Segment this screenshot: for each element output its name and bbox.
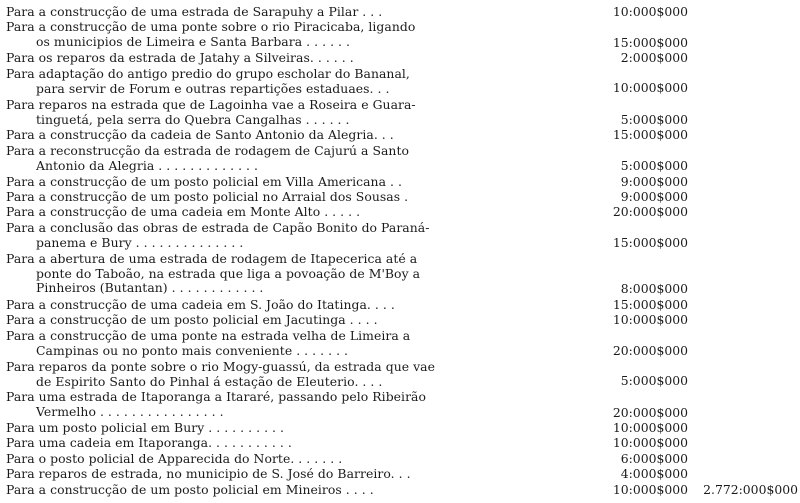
item-amount: 10:000$000	[612, 482, 688, 497]
item-description	[6, 360, 476, 389]
item-description	[6, 175, 476, 190]
item-description	[6, 67, 476, 96]
item-amount: 15:000$000	[612, 35, 688, 50]
item-description	[6, 390, 476, 419]
item-line: Para reparos da ponte sobre o rio Mogy-guassú, da estrada que vae	[6, 360, 435, 374]
item-line: Para a construcção de uma ponte na estrada velha de Limeira a	[6, 329, 411, 343]
item-amount: 10:000$000	[612, 80, 688, 95]
item-description	[6, 190, 476, 205]
item-description	[6, 298, 476, 313]
item-amount: 20:000$000	[612, 405, 688, 420]
item-line: de Espirito Santo do Pinhal á estação de Eleuterio. . . .	[36, 374, 383, 389]
item-line: Para a construcção da cadeia de Santo Antonio da Alegria. . .	[6, 128, 394, 142]
item-line: Para a reconstrucção da estrada de rodagem de Cajurú a Santo	[6, 144, 409, 158]
item-line: Para a construcção de um posto policial em Villa Americana . .	[6, 175, 402, 189]
item-amount: 15:000$000	[612, 297, 688, 312]
item-line: Para a construcção de uma estrada de Sarapuhy a Pilar . . .	[6, 5, 383, 19]
item-line: Para a construcção de uma cadeia em Monte Alto . . . . .	[6, 205, 361, 219]
item-line: Para a construcção de um posto policial em Jacutinga . . . .	[6, 313, 378, 327]
item-amount: 10:000$000	[612, 435, 688, 450]
item-line: Para adaptação do antigo predio do grupo escholar do Bananal,	[6, 67, 410, 81]
item-line: Para a construcção de um posto policial no Arraial dos Sousas .	[6, 190, 409, 204]
item-line: Para reparos na estrada que de Lagoinha vae a Roseira e Guara-	[6, 98, 416, 112]
item-line: Para uma cadeia em Itaporanga. . . . . . . . . . .	[6, 436, 292, 450]
grand-total: 2.772:000$000	[703, 482, 798, 497]
item-line: Para um posto policial em Bury . . . . . . . . . .	[6, 421, 285, 435]
item-amount: 9:000$000	[620, 174, 688, 189]
item-description	[6, 436, 476, 451]
item-line: tinguetá, pela serra do Quebra Cangalhas . . . . . .	[36, 112, 350, 127]
item-description	[6, 20, 476, 49]
item-description	[6, 205, 476, 220]
item-amount: 10:000$000	[612, 312, 688, 327]
item-amount: 8:000$000	[620, 281, 688, 296]
item-amount: 9:000$000	[620, 189, 688, 204]
item-amount: 10:000$000	[612, 420, 688, 435]
item-line: Para reparos de estrada, no municipio de S. José do Barreiro. . .	[6, 467, 411, 481]
item-amount: 15:000$000	[612, 127, 688, 142]
item-line: Para a abertura de uma estrada de rodagem de Itapecerica até a	[6, 252, 418, 266]
item-amount: 20:000$000	[612, 204, 688, 219]
item-description	[6, 128, 476, 143]
item-line: Vermelho . . . . . . . . . . . . . . . .	[36, 404, 224, 419]
item-description	[6, 144, 476, 173]
item-line: Antonio da Alegria . . . . . . . . . . . . .	[36, 158, 259, 173]
item-line: Pinheiros (Butantan) . . . . . . . . . . . .	[36, 281, 264, 296]
item-description	[6, 252, 476, 296]
item-line: Para a construcção de uma ponte sobre o rio Piracicaba, ligando	[6, 20, 416, 34]
item-description	[6, 421, 476, 436]
item-description	[6, 51, 476, 66]
item-description	[6, 452, 476, 467]
item-line: Para a construcção de um posto policial em Mineiros . . . .	[6, 483, 374, 497]
item-amount: 2:000$000	[620, 50, 688, 65]
item-description	[6, 5, 476, 20]
item-amount: 5:000$000	[620, 373, 688, 388]
item-amount: 5:000$000	[620, 112, 688, 127]
item-line: Para a construcção de uma cadeia em S. João do Itatinga. . . .	[6, 298, 395, 312]
item-amount: 5:000$000	[620, 158, 688, 173]
item-line: Para os reparos da estrada de Jatahy a Silveiras. . . . . .	[6, 51, 354, 65]
item-line: Para o posto policial de Apparecida do Norte. . . . . . .	[6, 452, 343, 466]
item-description	[6, 98, 476, 127]
item-line: os municipios de Limeira e Santa Barbara . . . . . .	[36, 34, 351, 49]
item-amount: 15:000$000	[612, 235, 688, 250]
item-amount: 10:000$000	[612, 4, 688, 19]
item-amount: 4:000$000	[620, 466, 688, 481]
item-description	[6, 221, 476, 250]
item-amount: 20:000$000	[612, 343, 688, 358]
item-description	[6, 329, 476, 358]
item-description	[6, 313, 476, 328]
item-description	[6, 483, 476, 498]
item-line: para servir de Forum e outras repartições estaduaes. . .	[36, 81, 390, 96]
item-description	[6, 467, 476, 482]
item-line: panema e Bury . . . . . . . . . . . . . .	[36, 235, 244, 250]
item-amount: 6:000$000	[620, 451, 688, 466]
item-line: ponte do Taboão, na estrada que liga a povoação de M'Boy a	[36, 266, 421, 281]
item-line: Campinas ou no ponto mais conveniente . . . . . . .	[36, 343, 349, 358]
item-line: Para uma estrada de Itaporanga a Itararé, passando pelo Ribeirão	[6, 390, 426, 404]
item-line: Para a conclusão das obras de estrada de Capão Bonito do Paraná-	[6, 221, 430, 235]
